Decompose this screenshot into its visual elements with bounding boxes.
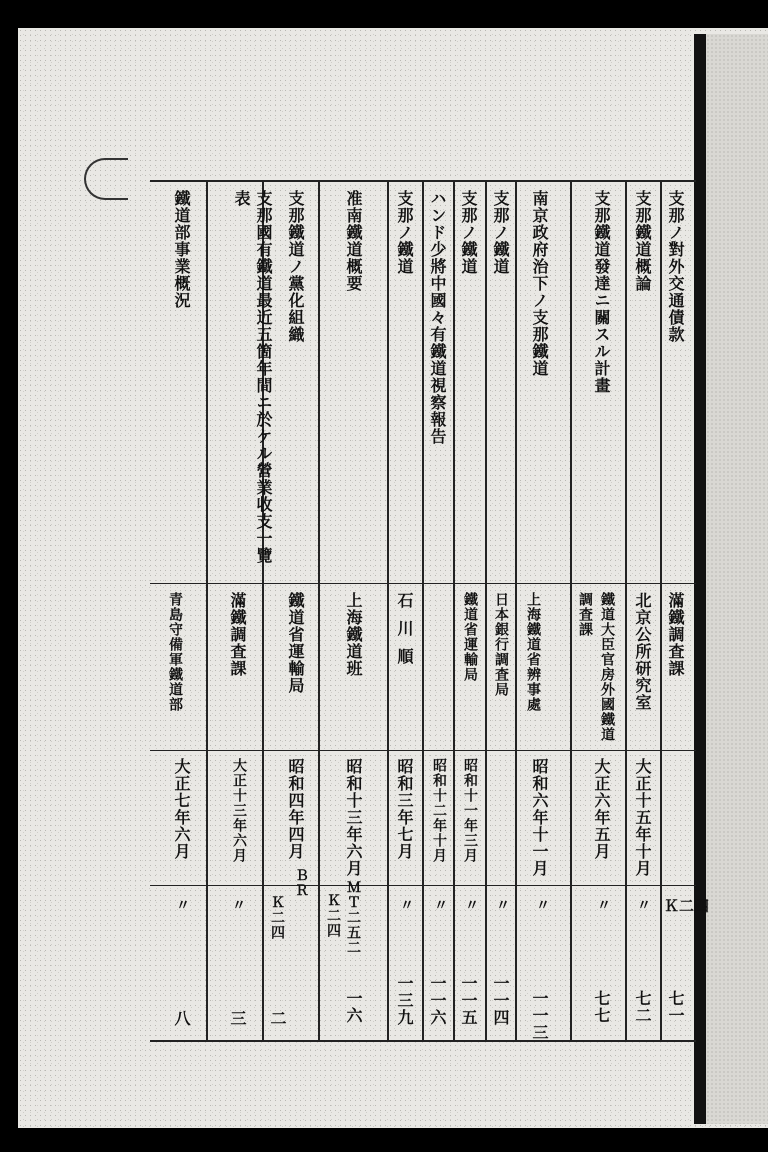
row-author: 青島守備軍鐵道部	[167, 592, 183, 712]
row-page: 一一五	[459, 975, 478, 1026]
row-title: 支那鐵道發達ニ關スル計畫	[592, 190, 611, 394]
row-date: 昭和十一年三月	[462, 758, 478, 863]
row-code: Ｋ二四	[325, 893, 341, 938]
row-title: ハンド少將中國々有鐵道視察報告	[428, 190, 447, 445]
row-title: 支那ノ鐵道	[395, 190, 414, 275]
row-date: 大正六年五月	[592, 758, 611, 860]
row-author: 鐵道大臣官房外國鐵道調査課	[577, 592, 615, 742]
row-page: 一一六	[428, 975, 447, 1026]
row-page: 一一四	[491, 975, 510, 1026]
row-page: 七七	[592, 990, 611, 1024]
row-title: 支那鐵道ノ黨化組織	[286, 190, 305, 343]
row-code: Ｋ二四	[269, 895, 285, 940]
row-code: 〃	[400, 898, 414, 914]
row-code: 〃	[597, 898, 611, 914]
row-author: 上海鐵道省辨事處	[525, 592, 541, 712]
row-code: 〃	[465, 898, 479, 914]
row-author: 上海鐵道班	[344, 592, 363, 677]
row-title: 支那ノ對外交通債款	[666, 190, 685, 343]
row-code: 〃	[637, 898, 651, 914]
row-author: 滿鐵調査課	[228, 592, 247, 677]
row-date: 昭和三年七月	[395, 758, 414, 860]
row-code: 〃	[232, 898, 246, 914]
row-page: 八	[172, 1010, 191, 1027]
row-title: 支那國有鐵道最近五箇年間ニ於ケル營業收支一覽表	[232, 190, 273, 564]
table-bottom-rule	[150, 1040, 696, 1042]
row-date: 昭和六年十一月	[530, 758, 549, 877]
row-date: 昭和十二年十月	[431, 758, 447, 863]
row-date: 大正七年六月	[172, 758, 191, 860]
row-author: 滿鐵調査課	[666, 592, 685, 677]
row-date: 大正十三年六月	[231, 758, 247, 863]
row-title: 支那ノ鐵道	[491, 190, 510, 275]
book-spine	[694, 34, 706, 1124]
row-date: 昭和四年四月	[286, 758, 305, 860]
row-date: 昭和十三年六月	[344, 758, 363, 877]
row-title: 支那鐵道概論	[633, 190, 652, 292]
row-code-secondary: ＢＲ	[293, 868, 309, 898]
row-code: Ｋ二四	[664, 897, 710, 915]
punch-hole	[84, 158, 128, 200]
row-title: 准南鐵道概要	[344, 190, 363, 292]
row-page: 七一	[666, 990, 685, 1024]
row-page: 七二	[633, 990, 652, 1024]
row-code: 〃	[536, 898, 550, 914]
row-author: 北京公所研究室	[633, 592, 652, 711]
row-author: 鐵道省運輸局	[462, 592, 478, 682]
facing-page-edge	[706, 34, 768, 1124]
row-title: 南京政府治下ノ支那鐵道	[530, 190, 549, 377]
row-code: 〃	[176, 898, 190, 914]
row-page: 二	[268, 1010, 287, 1027]
row-code: 〃	[496, 898, 510, 914]
row-date: 大正十五年十月	[633, 758, 652, 877]
row-page: 三	[228, 1010, 247, 1027]
row-page: 一六	[344, 990, 363, 1024]
row-author: 鐵道省運輸局	[286, 592, 305, 694]
row-page: 一一三	[530, 990, 549, 1041]
row-title: 支那ノ鐵道	[459, 190, 478, 275]
row-author: 日本銀行調査局	[493, 592, 509, 697]
row-title: 鐵道部事業概況	[172, 190, 191, 309]
row-code: 〃	[434, 898, 448, 914]
row-author: 石川順	[395, 592, 414, 676]
row-page: 一三九	[395, 975, 414, 1026]
row-code-secondary: ＭＴ二五二	[345, 880, 361, 955]
